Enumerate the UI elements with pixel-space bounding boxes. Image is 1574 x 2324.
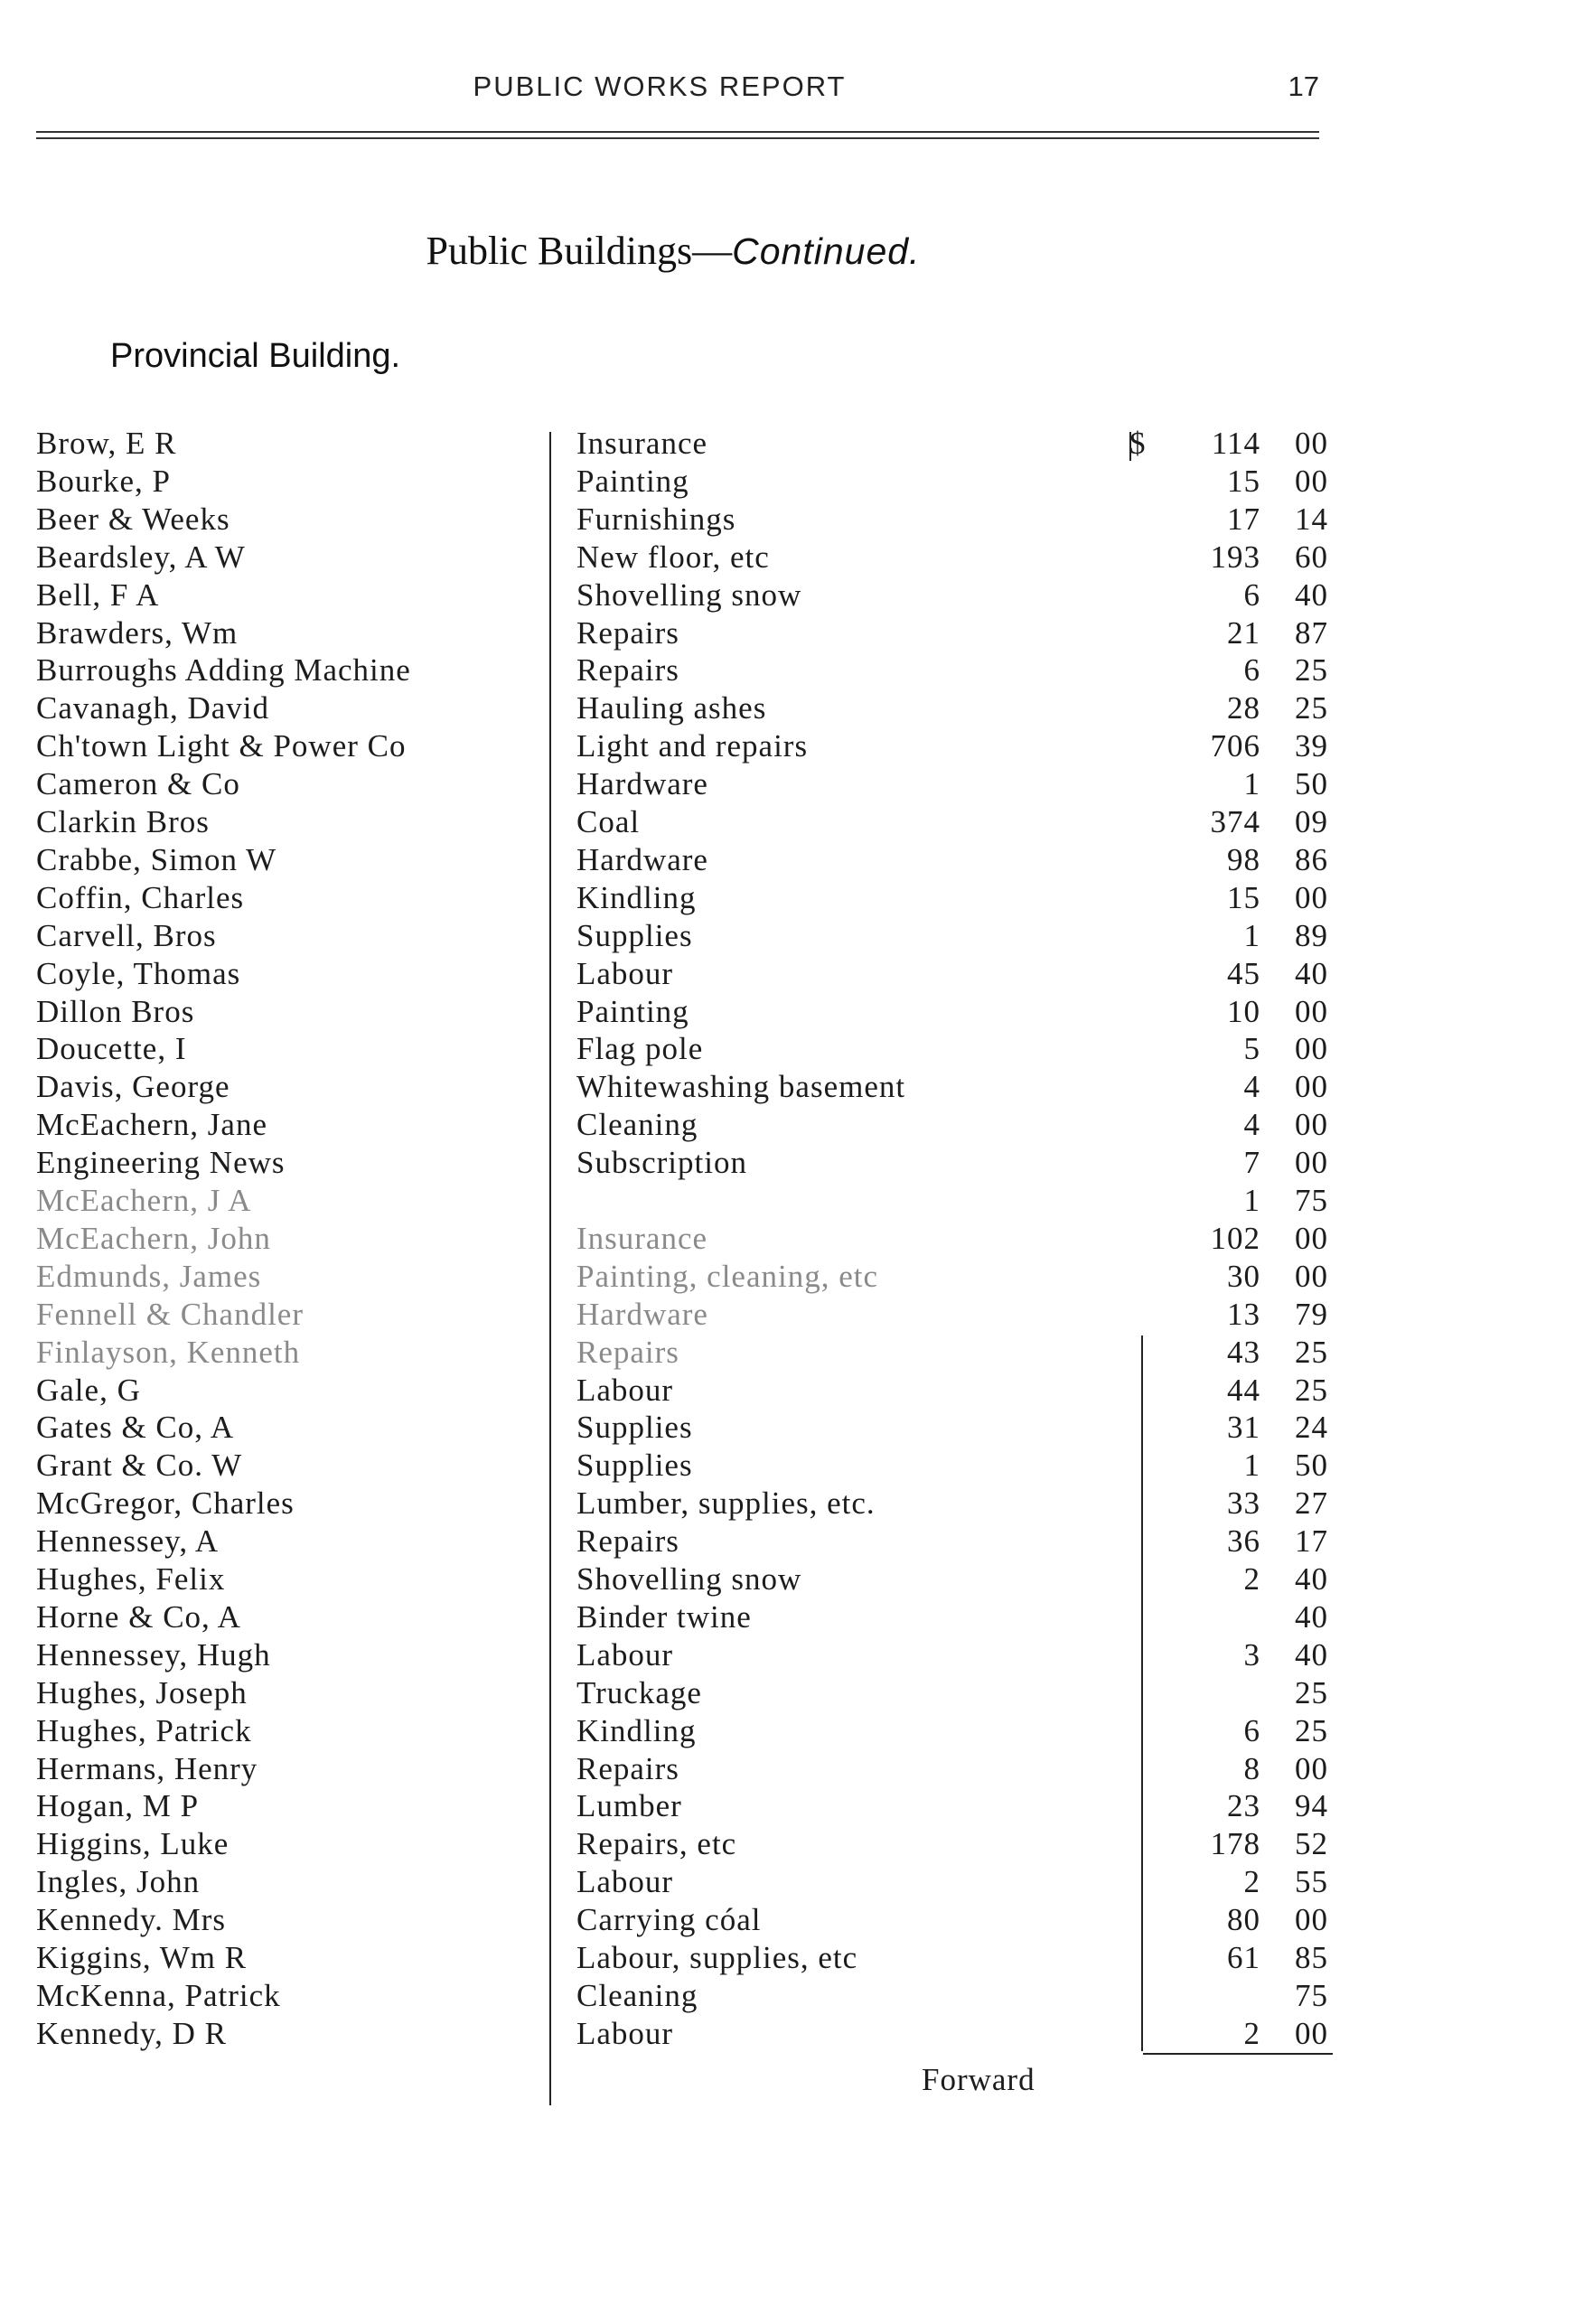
- amount-cents: 25: [1295, 1674, 1328, 1710]
- page-number: 17: [1288, 70, 1319, 102]
- payee-name: Ingles, John: [36, 1864, 201, 1900]
- amount-dollars: 33: [1227, 1485, 1260, 1522]
- payee-name: Crabbe, Simon W: [36, 841, 277, 877]
- currency-symbol: $: [1129, 426, 1146, 461]
- amount-dollars: 8: [1243, 1750, 1260, 1786]
- amount-cents: 00: [1295, 879, 1328, 915]
- table-row: [0, 1712, 1574, 1750]
- table-row: [0, 1825, 1574, 1863]
- amount-cents: 39: [1295, 728, 1328, 764]
- table-row: [0, 1106, 1574, 1144]
- expense-item: Hauling ashes: [576, 690, 767, 726]
- amount-cents: 75: [1295, 1977, 1328, 2013]
- expense-item: Labour: [576, 1636, 674, 1673]
- amount-dollars: 114: [1211, 426, 1260, 461]
- amount-cents: 94: [1295, 1788, 1328, 1824]
- table-row: [0, 1523, 1574, 1560]
- amount-cents: 52: [1295, 1826, 1328, 1862]
- table-row: [0, 425, 1574, 463]
- expense-item: Binder twine: [576, 1598, 752, 1635]
- table-row: [0, 1939, 1574, 1977]
- amount-cents: 87: [1295, 614, 1328, 651]
- expense-item: Repairs: [576, 1750, 679, 1786]
- payee-name: Engineering News: [36, 1145, 286, 1181]
- amount-dollars: 3: [1243, 1636, 1260, 1673]
- expense-item: Hardware: [576, 1296, 708, 1332]
- amount-cents: 55: [1295, 1864, 1328, 1900]
- amount-dollars: 10: [1227, 993, 1260, 1029]
- table-row: [0, 917, 1574, 955]
- payee-name: Davis, George: [36, 1069, 230, 1105]
- table-row: [0, 1977, 1574, 2015]
- running-head: PUBLIC WORKS REPORT: [473, 70, 847, 102]
- expense-item: Labour: [576, 955, 674, 991]
- expense-item: Lumber: [576, 1788, 682, 1824]
- amount-dollars: 1: [1243, 1448, 1260, 1484]
- table-row: [0, 1068, 1574, 1106]
- amount-cents: 75: [1295, 1183, 1328, 1218]
- expense-item: Hardware: [576, 766, 708, 802]
- section-heading-continued: Continued.: [732, 230, 921, 272]
- expense-item: New floor, etc: [576, 539, 770, 575]
- amount-cents: 00: [1295, 1145, 1328, 1181]
- amount-cents: 00: [1295, 1902, 1328, 1938]
- amount-dollars: 5: [1243, 1031, 1260, 1067]
- expense-item: Subscription: [576, 1145, 747, 1181]
- amount-cents: 40: [1295, 1636, 1328, 1673]
- table-row: [0, 1863, 1574, 1901]
- payee-name: Hogan, M P: [36, 1788, 200, 1824]
- table-row: [0, 1447, 1574, 1485]
- payee-name: Coffin, Charles: [36, 879, 245, 915]
- payee-name: Finlayson, Kenneth: [36, 1334, 301, 1370]
- payee-name: McEachern, John: [36, 1220, 271, 1256]
- amount-dollars: 4: [1243, 1069, 1260, 1105]
- amount-dollars: 2: [1243, 1561, 1260, 1597]
- table-row: [0, 1901, 1574, 1939]
- amount-cents: 86: [1295, 841, 1328, 877]
- payee-name: Dillon Bros: [36, 993, 195, 1029]
- table-row: [0, 1636, 1574, 1674]
- expense-item: Kindling: [576, 1712, 697, 1748]
- expense-item: Repairs: [576, 652, 679, 689]
- expense-item: Furnishings: [576, 501, 736, 537]
- table-row: [0, 993, 1574, 1031]
- amount-dollars: 178: [1210, 1826, 1260, 1862]
- amount-cents: 00: [1295, 1031, 1328, 1067]
- amount-cents: 25: [1295, 652, 1328, 689]
- expense-item: Labour, supplies, etc: [576, 1940, 858, 1975]
- amount-dollars: 193: [1210, 539, 1260, 575]
- payee-name: Horne & Co, A: [36, 1598, 241, 1635]
- payee-name: Bourke, P: [36, 463, 171, 499]
- amount-cents: 25: [1295, 1712, 1328, 1748]
- payee-name: Hughes, Felix: [36, 1561, 226, 1597]
- expense-item: Shovelling snow: [576, 1561, 802, 1597]
- amount-dollars: 706: [1210, 728, 1260, 764]
- payee-name: Hughes, Joseph: [36, 1674, 248, 1710]
- amount-cents: 00: [1295, 426, 1328, 461]
- amount-dollars: 13: [1227, 1296, 1260, 1332]
- expense-item: Supplies: [576, 917, 693, 953]
- payee-name: McEachern, J A: [36, 1183, 252, 1218]
- header-rule-top: [36, 131, 1319, 133]
- payee-name: Edmunds, James: [36, 1258, 262, 1294]
- table-row: [0, 1030, 1574, 1068]
- amount-dollars: 374: [1210, 804, 1260, 839]
- table-row: [0, 1220, 1574, 1258]
- amount-cents: 50: [1295, 766, 1328, 802]
- table-row: [0, 803, 1574, 841]
- amount-dollars: 45: [1227, 955, 1260, 991]
- payee-name: Kiggins, Wm R: [36, 1940, 248, 1975]
- amount-dollars: 2: [1243, 1864, 1260, 1900]
- table-row: [0, 1334, 1574, 1372]
- amount-cents: 40: [1295, 1561, 1328, 1597]
- table-row: [0, 1296, 1574, 1334]
- amount-cents: 25: [1295, 1334, 1328, 1370]
- payee-name: Cavanagh, David: [36, 690, 269, 726]
- amount-dollars: 15: [1227, 463, 1260, 499]
- section-heading: [0, 228, 1346, 274]
- expense-item: Kindling: [576, 879, 697, 915]
- table-row: [0, 1372, 1574, 1410]
- table-row: [0, 879, 1574, 917]
- expense-item: Supplies: [576, 1448, 693, 1484]
- total-rule: [1143, 2053, 1333, 2055]
- amount-cents: 00: [1295, 1107, 1328, 1143]
- expense-item: Insurance: [576, 1220, 708, 1256]
- table-row: [0, 1598, 1574, 1636]
- table-row: [0, 955, 1574, 993]
- expense-item: Labour: [576, 1864, 674, 1900]
- expense-item: Cleaning: [576, 1977, 698, 2013]
- payee-name: Higgins, Luke: [36, 1826, 230, 1862]
- payee-name: Cameron & Co: [36, 766, 240, 802]
- table-row: [0, 651, 1574, 689]
- amount-cents: 79: [1295, 1296, 1328, 1332]
- payee-name: Ch'town Light & Power Co: [36, 728, 407, 764]
- expense-item: Shovelling snow: [576, 576, 802, 613]
- amount-cents: 40: [1295, 955, 1328, 991]
- amount-dollars: 36: [1227, 1523, 1260, 1560]
- table-row: [0, 1674, 1574, 1712]
- table-row: [0, 2015, 1574, 2053]
- expense-item: Coal: [576, 804, 641, 839]
- amount-cents: 00: [1295, 993, 1328, 1029]
- amount-cents: 25: [1295, 1372, 1328, 1408]
- table-row: [0, 727, 1574, 765]
- payee-name: Hermans, Henry: [36, 1750, 258, 1786]
- payee-name: Bell, F A: [36, 576, 160, 613]
- amount-dollars: 6: [1243, 1712, 1260, 1748]
- expense-item: Whitewashing basement: [576, 1069, 906, 1105]
- table-row: [0, 1485, 1574, 1523]
- payee-name: Fennell & Chandler: [36, 1296, 304, 1332]
- expense-item: Repairs, etc: [576, 1826, 737, 1862]
- table-row: [0, 501, 1574, 539]
- table-row: [0, 1258, 1574, 1296]
- amount-cents: 89: [1295, 917, 1328, 953]
- expense-item: Supplies: [576, 1410, 693, 1446]
- amount-dollars: 1: [1243, 917, 1260, 953]
- table-row: [0, 1182, 1574, 1220]
- amount-dollars: 2: [1243, 2015, 1260, 2051]
- amount-dollars: 44: [1227, 1372, 1260, 1408]
- amount-dollars: 23: [1227, 1788, 1260, 1824]
- expense-item: Light and repairs: [576, 728, 809, 764]
- expense-item: Flag pole: [576, 1031, 704, 1067]
- expense-item: Painting: [576, 463, 689, 499]
- payee-name: Hughes, Patrick: [36, 1712, 252, 1748]
- amount-cents: 40: [1295, 576, 1328, 613]
- table-row: [0, 1409, 1574, 1447]
- table-row: [0, 1144, 1574, 1182]
- table-row: [0, 1560, 1574, 1598]
- table-row: [0, 539, 1574, 576]
- payee-name: Kennedy, D R: [36, 2015, 227, 2051]
- payee-name: Gale, G: [36, 1372, 141, 1408]
- expense-item: Repairs: [576, 614, 679, 651]
- payee-name: McKenna, Patrick: [36, 1977, 281, 2013]
- expense-item: Painting: [576, 993, 689, 1029]
- payee-name: Burroughs Adding Machine: [36, 652, 411, 689]
- payee-name: Brow, E R: [36, 426, 177, 461]
- table-row: [0, 463, 1574, 501]
- amount-cents: 00: [1295, 2015, 1328, 2051]
- expense-item: Hardware: [576, 841, 708, 877]
- amount-cents: 25: [1295, 690, 1328, 726]
- amount-dollars: 21: [1227, 614, 1260, 651]
- amount-cents: 60: [1295, 539, 1328, 575]
- expense-item: Repairs: [576, 1523, 679, 1560]
- amount-dollars: 1: [1243, 766, 1260, 802]
- expense-item: Repairs: [576, 1334, 679, 1370]
- amount-dollars: 43: [1227, 1334, 1260, 1370]
- payee-name: Beer & Weeks: [36, 501, 230, 537]
- amount-cents: 40: [1295, 1598, 1328, 1635]
- amount-cents: 24: [1295, 1410, 1328, 1446]
- amount-cents: 85: [1295, 1940, 1328, 1975]
- amount-dollars: 31: [1227, 1410, 1260, 1446]
- amount-dollars: 61: [1227, 1940, 1260, 1975]
- amount-cents: 27: [1295, 1485, 1328, 1522]
- amount-dollars: 17: [1227, 501, 1260, 537]
- expense-item: Carrying cóal: [576, 1902, 762, 1938]
- amount-dollars: 80: [1227, 1902, 1260, 1938]
- payee-name: Hennessey, A: [36, 1523, 220, 1560]
- payee-name: Grant & Co. W: [36, 1448, 243, 1484]
- amount-cents: 50: [1295, 1448, 1328, 1484]
- expense-item: Lumber, supplies, etc.: [576, 1485, 876, 1522]
- expense-item: Truckage: [576, 1674, 702, 1710]
- amount-cents: 00: [1295, 1750, 1328, 1786]
- amount-cents: 00: [1295, 1069, 1328, 1105]
- amount-cents: 00: [1295, 463, 1328, 499]
- payee-name: Carvell, Bros: [36, 917, 217, 953]
- table-row: [0, 765, 1574, 803]
- amount-cents: 09: [1295, 804, 1328, 839]
- amount-dollars: 6: [1243, 652, 1260, 689]
- header-rule-bottom: [36, 137, 1319, 139]
- expense-item: Labour: [576, 1372, 674, 1408]
- amount-dollars: 30: [1227, 1258, 1260, 1294]
- amount-cents: 00: [1295, 1220, 1328, 1256]
- amount-dollars: 1: [1243, 1183, 1260, 1218]
- amount-dollars: 15: [1227, 879, 1260, 915]
- payee-name: Coyle, Thomas: [36, 955, 241, 991]
- subsection-heading: Provincial Building.: [110, 337, 401, 375]
- amount-cents: 00: [1295, 1258, 1328, 1294]
- payee-name: Kennedy. Mrs: [36, 1902, 226, 1938]
- table-row: [0, 1787, 1574, 1825]
- payee-name: Gates & Co, A: [36, 1410, 235, 1446]
- amount-dollars: 102: [1210, 1220, 1260, 1256]
- table-row: [0, 689, 1574, 727]
- amount-cents: 17: [1295, 1523, 1328, 1560]
- amount-dollars: 7: [1243, 1145, 1260, 1181]
- payee-name: McEachern, Jane: [36, 1107, 267, 1143]
- amount-dollars: 4: [1243, 1107, 1260, 1143]
- section-heading-main: Public Buildings—: [426, 229, 733, 273]
- payee-name: Clarkin Bros: [36, 804, 210, 839]
- table-row: [0, 841, 1574, 879]
- forward-label: Forward: [922, 2062, 1035, 2097]
- amount-dollars: 6: [1243, 576, 1260, 613]
- amount-dollars: 98: [1227, 841, 1260, 877]
- payee-name: Doucette, I: [36, 1031, 187, 1067]
- payee-name: McGregor, Charles: [36, 1485, 295, 1522]
- expense-item: Labour: [576, 2015, 674, 2051]
- amount-cents: 14: [1295, 501, 1328, 537]
- payee-name: Beardsley, A W: [36, 539, 246, 575]
- payee-name: Hennessey, Hugh: [36, 1636, 271, 1673]
- expense-item: Painting, cleaning, etc: [576, 1258, 879, 1294]
- payee-name: Brawders, Wm: [36, 614, 239, 651]
- amount-dollars: 28: [1227, 690, 1260, 726]
- table-row: [0, 614, 1574, 652]
- expense-item: Cleaning: [576, 1107, 698, 1143]
- expense-item: Insurance: [576, 426, 708, 461]
- table-row: [0, 1750, 1574, 1788]
- table-row: [0, 576, 1574, 614]
